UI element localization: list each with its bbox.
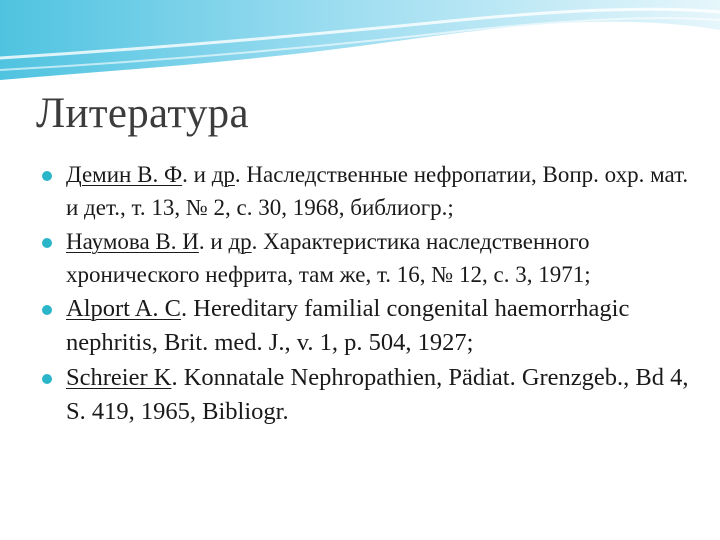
reference-author: Schreier K <box>66 364 172 391</box>
reference-text: . Наследственные нефропатии, Вопр. охр. мат. и дет., т. 13, № 2, с. 30, 1968, библиогр.; <box>66 162 689 220</box>
reference-list <box>40 158 690 430</box>
reference-text: . Konnatale Nephropathien, Pädiat. Grenzgeb., Bd 4, S. 419, 1965, Bibliogr. <box>66 364 689 425</box>
reference-author: Наумова В. И <box>66 229 199 254</box>
bullet-icon <box>42 238 52 248</box>
reference-text: . Hereditary familial congenital haemorrhagic nephritis, Brit. med. J., v. 1, p. 504, 1927; <box>66 295 630 356</box>
bullet-icon <box>42 305 52 315</box>
list-item <box>40 292 690 360</box>
decorative-wave-header <box>0 0 720 90</box>
reference-separator: . и <box>198 229 229 254</box>
reference-separator: . и <box>182 162 212 187</box>
bullet-icon <box>42 374 52 384</box>
reference-author: Демин В. Ф <box>66 162 183 187</box>
list-item <box>40 225 690 291</box>
reference-author: Alport A. C <box>66 295 182 322</box>
page-title: Литература <box>36 90 249 137</box>
bullet-icon <box>42 171 52 181</box>
reference-text: . Характеристика наследственного хронического нефрита, там же, т. 16, № 12, с. 3, 1971; <box>66 229 591 287</box>
list-item <box>40 158 690 224</box>
list-item <box>40 361 690 429</box>
reference-et-al: др <box>211 162 235 187</box>
reference-et-al: др <box>228 229 252 254</box>
